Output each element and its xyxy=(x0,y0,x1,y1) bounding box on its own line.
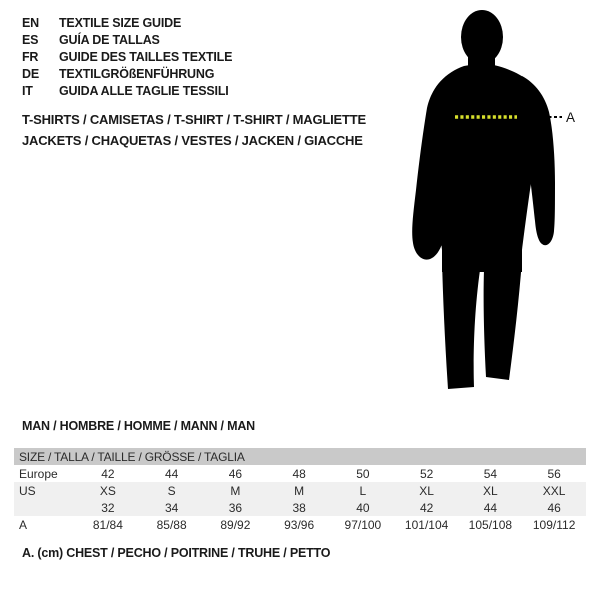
row-label: A xyxy=(19,517,28,532)
language-row xyxy=(22,66,232,83)
language-label: GUIDA ALLE TAGLIE TESSILI xyxy=(59,84,229,98)
table-cell: 105/108 xyxy=(468,517,513,532)
table-cell: 56 xyxy=(547,466,561,481)
table-row xyxy=(14,516,586,533)
table-cell: 101/104 xyxy=(404,517,449,532)
table-cell: XS xyxy=(99,483,116,498)
size-table-header: SIZE / TALLA / TAILLE / GRÖSSE / TAGLIA xyxy=(14,448,586,465)
silhouette-left-leg xyxy=(442,260,481,389)
table-row xyxy=(14,499,586,516)
table-cell: 52 xyxy=(419,466,434,481)
table-cell: XL xyxy=(419,483,434,498)
table-cell: 46 xyxy=(547,500,561,515)
table-cell: 36 xyxy=(228,500,243,515)
language-label: GUÍA DE TALLAS xyxy=(59,33,160,47)
table-cell: 50 xyxy=(356,466,370,481)
table-cell: XL xyxy=(483,483,498,498)
table-cell: M xyxy=(294,483,305,498)
language-label: TEXTILGRÖßENFÜHRUNG xyxy=(59,67,215,81)
table-cell: XXL xyxy=(542,483,566,498)
man-silhouette xyxy=(404,8,579,398)
language-code: IT xyxy=(22,84,33,98)
table-cell: 97/100 xyxy=(344,517,382,532)
table-cell: 40 xyxy=(356,500,370,515)
language-code: DE xyxy=(22,67,39,81)
table-row xyxy=(14,465,586,482)
category-line-tshirts: T-SHIRTS / CAMISETAS / T-SHIRT / T-SHIRT / MAGLIETTE xyxy=(22,112,366,127)
table-cell: 46 xyxy=(228,466,243,481)
language-code: FR xyxy=(22,50,39,64)
measurement-footnote: A. (cm) CHEST / PECHO / POITRINE / TRUHE / PETTO xyxy=(22,546,331,560)
category-heading xyxy=(22,109,366,151)
silhouette-right-leg xyxy=(484,260,522,380)
table-cell: 89/92 xyxy=(220,517,251,532)
table-cell: 54 xyxy=(483,466,498,481)
table-row xyxy=(14,482,586,499)
language-code: EN xyxy=(22,16,39,30)
row-label: US xyxy=(19,483,36,498)
size-table-header-row xyxy=(14,448,586,465)
table-cell: 42 xyxy=(101,466,115,481)
table-cell: 42 xyxy=(419,500,434,515)
table-cell: 48 xyxy=(292,466,306,481)
language-row xyxy=(22,32,232,49)
table-cell: 38 xyxy=(292,500,306,515)
table-cell: S xyxy=(167,483,176,498)
language-row xyxy=(22,15,232,32)
table-cell: 81/84 xyxy=(92,517,123,532)
measure-label: A xyxy=(566,110,576,125)
table-cell: M xyxy=(230,483,241,498)
table-cell: 32 xyxy=(101,500,115,515)
table-cell: 109/112 xyxy=(532,517,576,532)
table-cell: L xyxy=(359,483,367,498)
row-label: Europe xyxy=(19,466,58,481)
language-row xyxy=(22,49,232,66)
table-cell: 44 xyxy=(483,500,498,515)
table-cell: 93/96 xyxy=(284,517,315,532)
table-cell: 34 xyxy=(164,500,179,515)
section-title: MAN / HOMBRE / HOMME / MANN / MAN xyxy=(22,419,255,433)
category-line-jackets: JACKETS / CHAQUETAS / VESTES / JACKEN / GIACCHE xyxy=(22,133,363,148)
row-label xyxy=(14,499,76,516)
language-row xyxy=(22,83,232,100)
language-label: GUIDE DES TAILLES TEXTILE xyxy=(59,50,233,64)
language-label: TEXTILE SIZE GUIDE xyxy=(59,16,182,30)
size-table xyxy=(14,448,586,533)
size-table-body xyxy=(14,465,586,533)
table-cell: 85/88 xyxy=(156,517,187,532)
man-silhouette-shapes xyxy=(412,10,555,389)
table-cell: 44 xyxy=(164,466,179,481)
language-code: ES xyxy=(22,33,39,47)
language-guide xyxy=(22,15,232,100)
